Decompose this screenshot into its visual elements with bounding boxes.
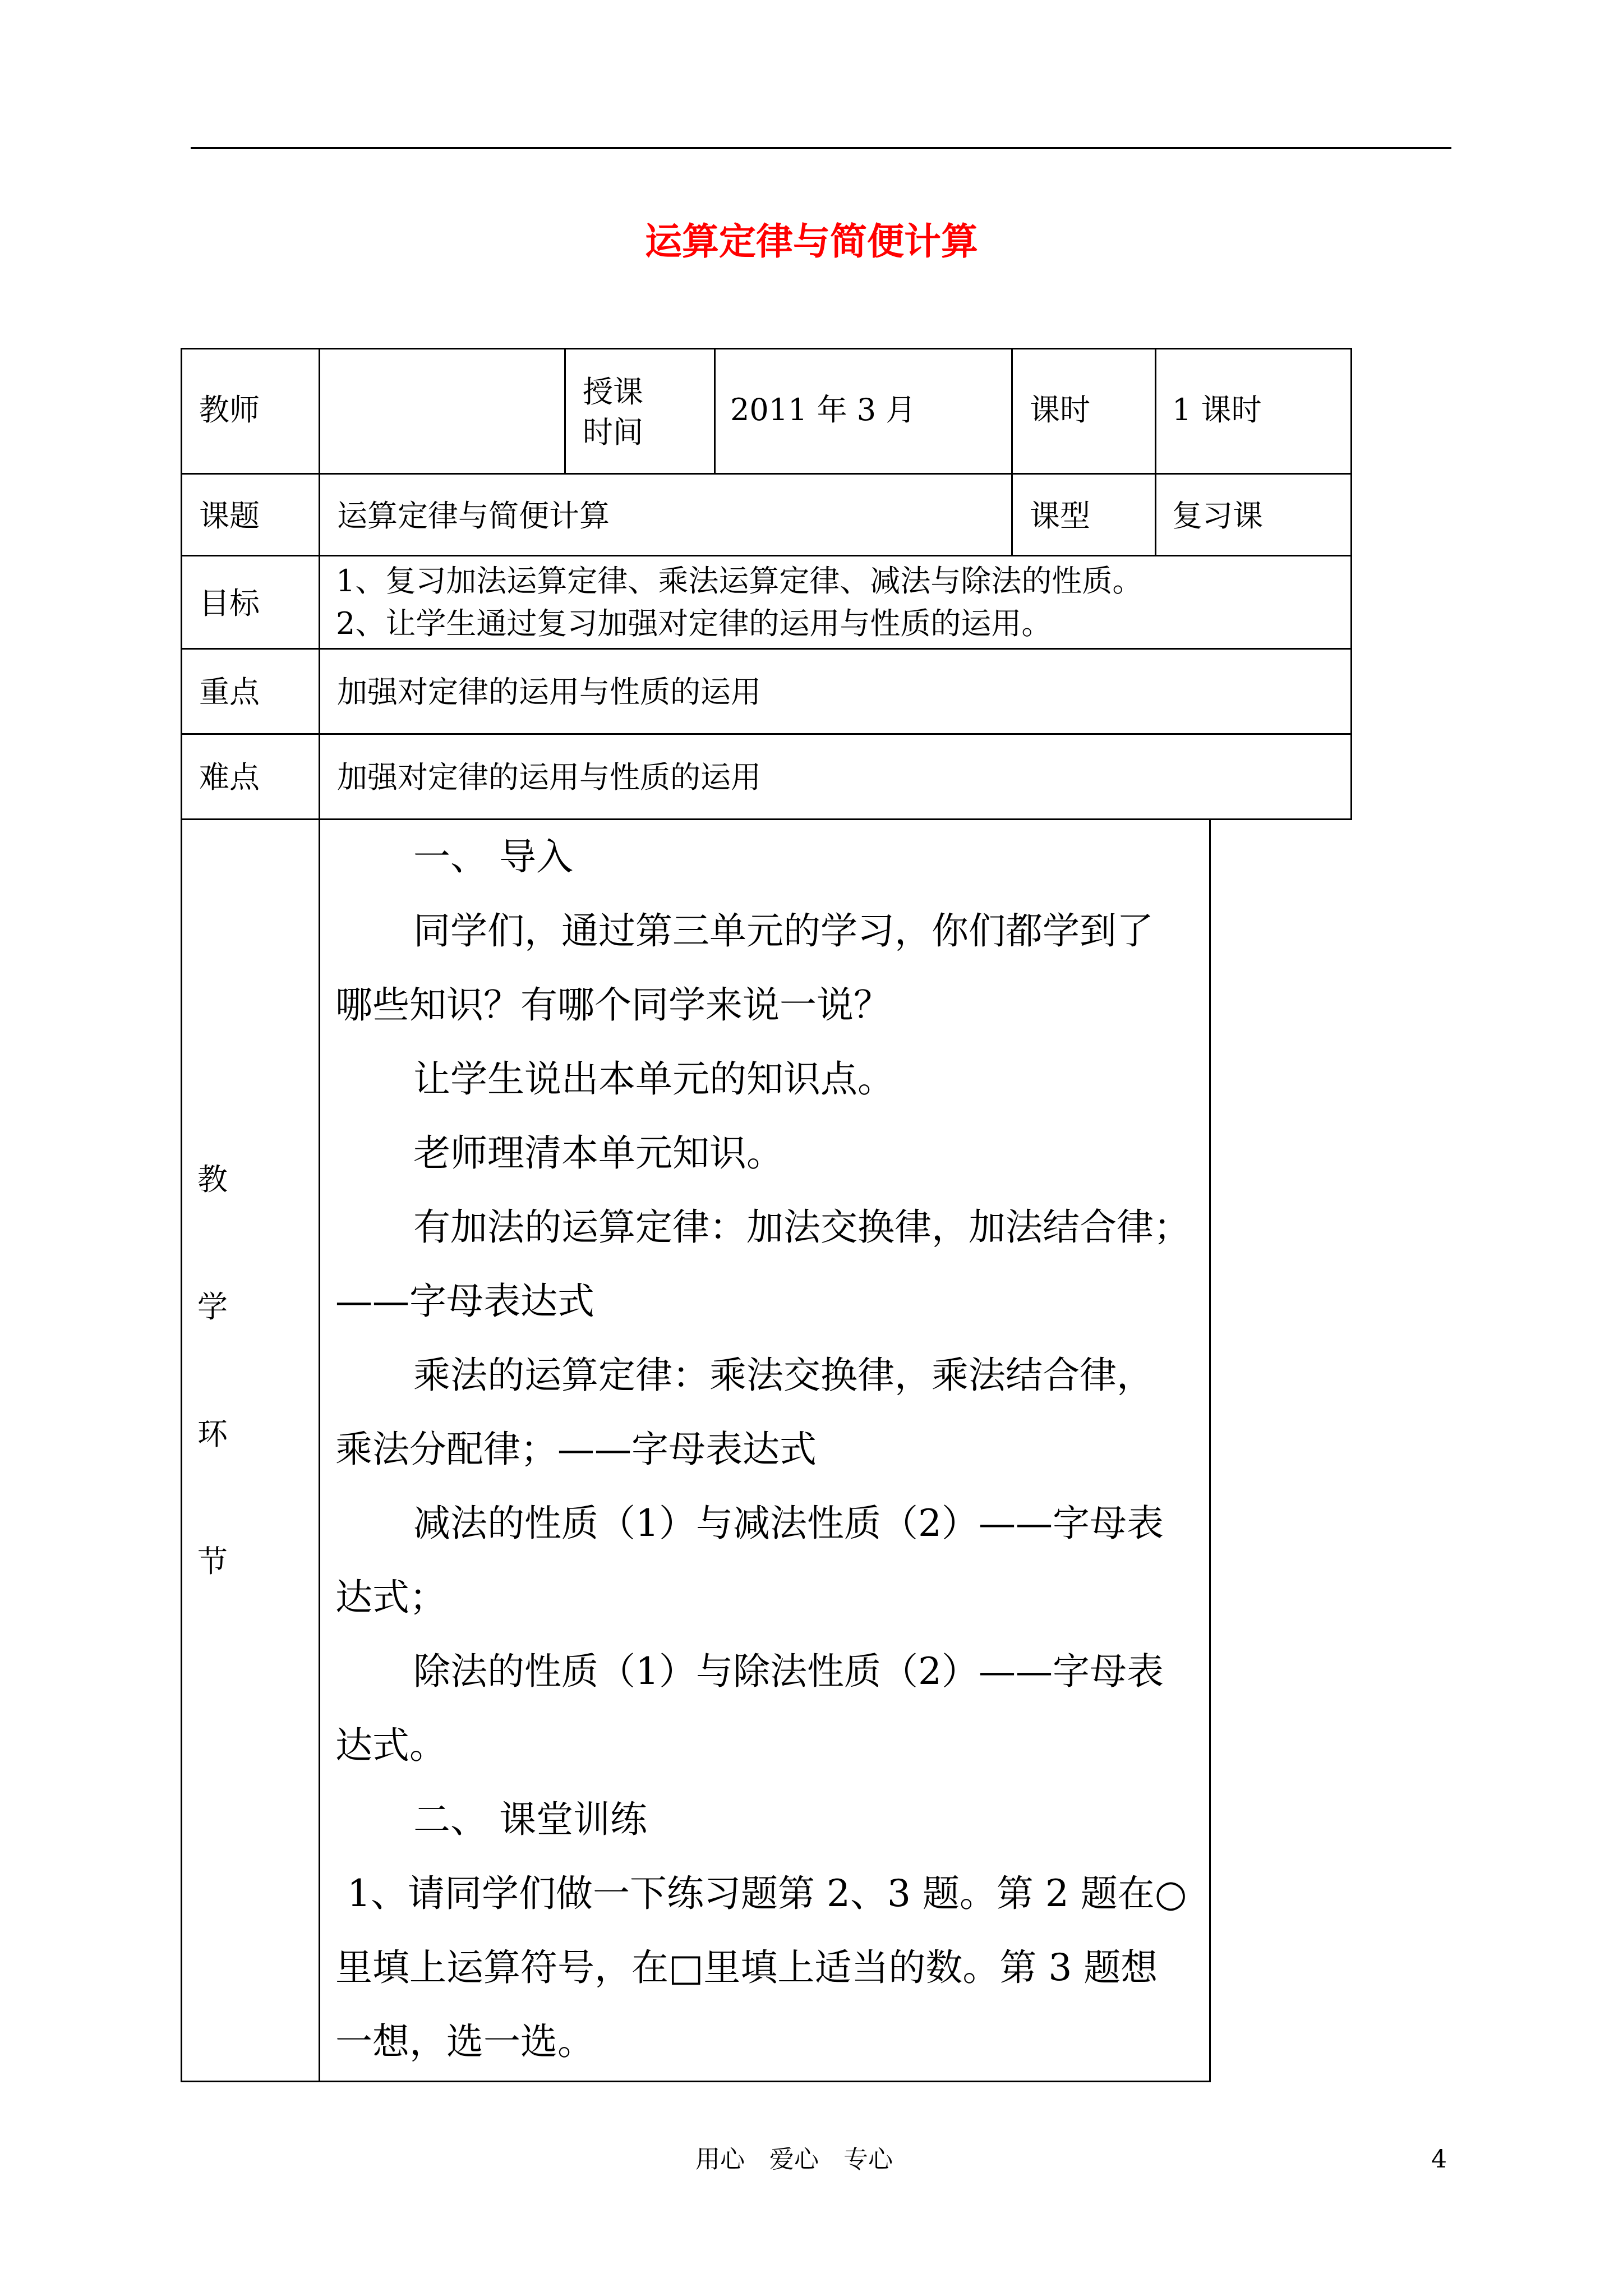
cell-time-label [564,348,716,475]
footer-motto: 用心 爱心 专心 [695,2145,893,2174]
cell-type-value [1155,473,1352,556]
content-line-5: 老师理清本单元知识。 [413,1131,783,1175]
difficult-value: 加强对定律的运用与性质的运用 [337,760,761,795]
section-char-1: 教 [197,1162,228,1197]
section-char-3: 环 [197,1416,228,1452]
cell-difficult-value [319,733,1352,820]
cell-goal-value [319,555,1352,650]
time-label-line1: 授课 [583,374,643,409]
document-title: 运算定律与简便计算 [645,219,978,263]
goal-line-1: 1、复习加法运算定律、乘法运算定律、减法与除法的性质。 [336,563,1143,599]
topic-label: 课题 [199,498,260,533]
cell-key-label [181,648,320,735]
content-line-10: 减法的性质（1）与减法性质（2）——字母表 [413,1502,1164,1545]
teacher-label: 教师 [199,392,260,427]
cell-key-value [319,648,1352,735]
page-number: 4 [1431,2145,1447,2174]
cell-period-label [1011,348,1156,475]
content-line-9: 乘法分配律；——字母表达式 [335,1428,817,1471]
cell-difficult-label [181,733,320,820]
cell-teacher-label [181,348,320,475]
content-line-17: 一想，选一选。 [335,2020,594,2063]
content-line-7: ——字母表达式 [335,1280,594,1323]
content-line-14: 二、 课堂训练 [413,1798,647,1841]
goal-line-2: 2、让学生通过复习加强对定律的运用与性质的运用。 [336,606,1052,641]
goal-label: 目标 [199,586,260,621]
content-line-16: 里填上运算符号，在□里填上适当的数。第 3 题想 [335,1946,1158,1989]
section-char-4: 节 [197,1544,228,1579]
content-line-3: 哪些知识？有哪个同学来说一说？ [335,983,891,1027]
content-line-15: 1、请同学们做一下练习题第 2、3 题。第 2 题在○ [335,1872,1187,1915]
key-label: 重点 [199,674,260,710]
section-char-2: 学 [197,1289,228,1324]
period-label: 课时 [1030,392,1090,427]
time-label-line2: 时间 [583,415,643,450]
time-value: 2011 年 3 月 [730,392,916,427]
content-line-6: 有加法的运算定律：加法交换律，加法结合律； [413,1205,1191,1249]
period-value: 1 课时 [1172,392,1262,427]
cell-topic-value [319,473,1013,556]
cell-type-label [1011,473,1156,556]
cell-time-value [714,348,1013,475]
content-line-13: 达式。 [335,1724,446,1767]
content-line-8: 乘法的运算定律：乘法交换律，乘法结合律， [413,1354,1154,1397]
content-line-4: 让学生说出本单元的知识点。 [413,1057,895,1101]
content-line-2: 同学们，通过第三单元的学习，你们都学到了 [413,909,1154,953]
cell-section-label [181,818,320,2082]
cell-period-value [1155,348,1352,475]
type-label: 课型 [1030,498,1090,533]
type-value: 复习课 [1172,498,1263,533]
content-line-12: 除法的性质（1）与除法性质（2）——字母表 [413,1650,1164,1693]
difficult-label: 难点 [199,760,260,795]
cell-goal-label [181,555,320,650]
content-line-1: 一、 导入 [413,835,573,878]
cell-section-content [319,818,1211,2082]
header-rule [191,147,1451,149]
topic-value: 运算定律与简便计算 [337,498,610,533]
key-value: 加强对定律的运用与性质的运用 [337,674,761,710]
cell-teacher-value [319,348,566,475]
content-line-11: 达式； [335,1576,446,1619]
cell-topic-label [181,473,320,556]
